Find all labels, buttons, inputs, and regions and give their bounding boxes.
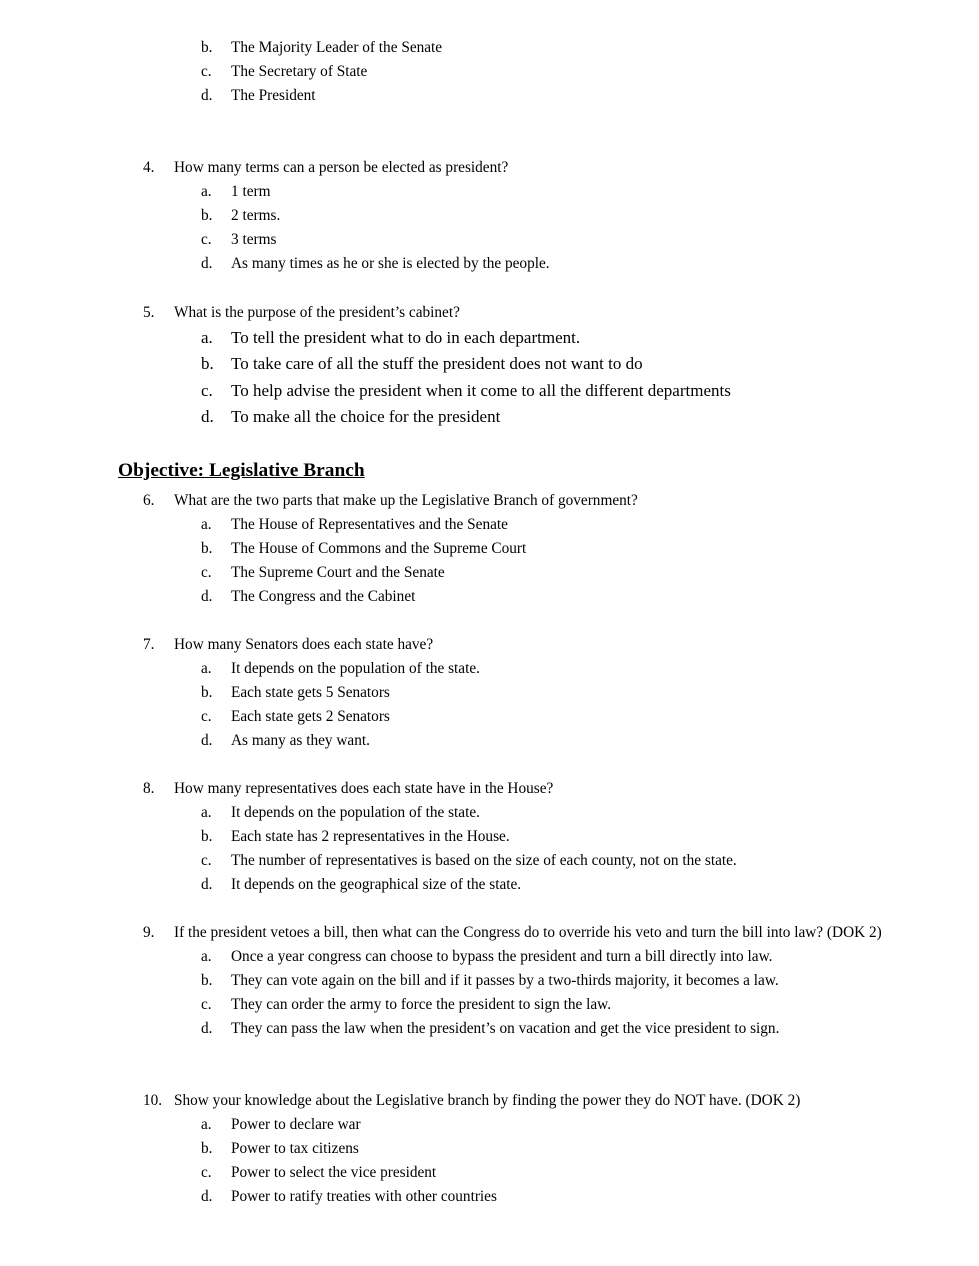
option-item — [143, 729, 480, 753]
option-label: c. — [201, 63, 212, 80]
option-item — [143, 681, 480, 705]
question-stem — [143, 156, 550, 180]
option-label: a. — [201, 1116, 212, 1133]
option-item — [143, 513, 638, 537]
option-item — [143, 204, 550, 228]
option-item — [143, 537, 638, 561]
option-label: d. — [201, 87, 213, 104]
option-text: To help advise the president when it come to all the different departments — [231, 380, 731, 400]
option-label: a. — [201, 660, 212, 677]
question-number: 10. — [143, 1092, 163, 1109]
option-label: d. — [201, 732, 213, 749]
question-text: How many terms can a person be elected as president? — [174, 159, 509, 176]
option-text: The number of representatives is based on the size of each county, not on the state. — [231, 852, 737, 869]
option-label: d. — [201, 406, 214, 426]
option-label: d. — [201, 1188, 213, 1205]
option-text: The Congress and the Cabinet — [231, 588, 416, 605]
option-text: The Secretary of State — [231, 63, 368, 80]
option-text: As many times as he or she is elected by the people. — [231, 255, 550, 272]
option-item — [143, 969, 892, 993]
question-number: 5. — [143, 304, 155, 321]
option-label: d. — [201, 588, 213, 605]
option-text: It depends on the population of the state. — [231, 804, 480, 821]
option-item — [143, 1017, 892, 1041]
question-text: How many representatives does each state have in the House? — [174, 780, 554, 797]
options-list — [143, 801, 737, 897]
question-stem — [143, 921, 892, 945]
question-number: 7. — [143, 636, 155, 653]
option-label: a. — [201, 948, 212, 965]
option-label: a. — [201, 328, 213, 347]
option-label: b. — [201, 39, 213, 56]
options-list — [143, 945, 892, 1041]
option-text: 1 term — [231, 183, 271, 200]
option-label: b. — [201, 207, 213, 224]
question-number: 8. — [143, 780, 155, 797]
question-number: 4. — [143, 159, 155, 176]
options-list — [143, 325, 731, 430]
option-label: c. — [201, 996, 212, 1013]
option-item — [143, 60, 442, 84]
option-text: To tell the president what to do in each department. — [231, 328, 581, 347]
options-list — [143, 657, 480, 753]
question-text: What is the purpose of the president’s cabinet? — [174, 304, 460, 321]
option-label: d. — [201, 1020, 213, 1037]
question-text: How many Senators does each state have? — [174, 636, 434, 653]
option-label: c. — [201, 1164, 212, 1181]
option-label: d. — [201, 255, 213, 272]
option-text: Power to tax citizens — [231, 1140, 359, 1157]
option-text: The House of Representatives and the Senate — [231, 516, 508, 533]
option-label: b. — [201, 540, 213, 557]
question-text: Show your knowledge about the Legislative branch by finding the power they do NOT have. (DOK 2) — [174, 1092, 801, 1109]
option-text: The Majority Leader of the Senate — [231, 39, 443, 56]
option-item — [143, 180, 550, 204]
question-block-6 — [143, 489, 638, 609]
option-text: Power to declare war — [231, 1116, 361, 1133]
option-text: 2 terms. — [231, 207, 281, 224]
question-block-4 — [143, 156, 550, 276]
option-label: c. — [201, 231, 212, 248]
question-text: What are the two parts that make up the Legislative Branch of government? — [174, 492, 638, 509]
option-text: To take care of all the stuff the president does not want to do — [231, 354, 643, 374]
option-item — [143, 873, 737, 897]
option-item — [143, 825, 737, 849]
option-text: Each state gets 2 Senators — [231, 708, 390, 725]
question-block-9 — [143, 921, 892, 1041]
option-item — [143, 351, 731, 377]
question-number: 6. — [143, 492, 155, 509]
option-item — [143, 705, 480, 729]
options-list — [143, 513, 638, 609]
option-text: Power to select the vice president — [231, 1164, 437, 1181]
option-label: b. — [201, 354, 214, 374]
option-item — [143, 801, 737, 825]
option-text: The House of Commons and the Supreme Court — [231, 540, 527, 557]
option-label: b. — [201, 1140, 213, 1157]
option-item — [143, 1113, 892, 1137]
question-stem — [143, 489, 638, 513]
option-item — [143, 561, 638, 585]
option-text: They can pass the law when the president’s on vacation and get the vice president to sign. — [231, 1020, 780, 1037]
question-stem — [143, 301, 731, 325]
option-item — [143, 945, 892, 969]
option-item — [143, 1161, 892, 1185]
question-block-10 — [143, 1089, 892, 1209]
option-text: As many as they want. — [231, 732, 370, 749]
question-stem — [143, 1089, 892, 1113]
option-item — [143, 252, 550, 276]
option-label: a. — [201, 804, 212, 821]
question-block-5 — [143, 301, 731, 430]
option-label: a. — [201, 183, 212, 200]
option-label: b. — [201, 972, 213, 989]
option-label: c. — [201, 564, 212, 581]
option-item — [143, 84, 442, 108]
option-text: It depends on the geographical size of the state. — [231, 876, 522, 893]
question-block-8 — [143, 777, 737, 897]
option-text: It depends on the population of the state. — [231, 660, 480, 677]
option-text: They can vote again on the bill and if it passes by a two-thirds majority, it becomes a law. — [231, 972, 779, 989]
options-list — [143, 180, 550, 276]
option-text: The President — [231, 87, 316, 104]
option-label: c. — [201, 852, 212, 869]
option-item — [143, 1137, 892, 1161]
option-item — [143, 36, 442, 60]
option-label: a. — [201, 516, 212, 533]
option-item — [143, 404, 731, 430]
option-item — [143, 228, 550, 252]
option-label: c. — [201, 708, 212, 725]
option-item — [143, 378, 731, 404]
section-heading: Objective: Legislative Branch — [118, 460, 365, 481]
question-stem — [143, 633, 480, 657]
option-item — [143, 657, 480, 681]
continued-options-list — [143, 36, 442, 108]
question-number: 9. — [143, 924, 155, 941]
question-block-7 — [143, 633, 480, 753]
option-text: Each state has 2 representatives in the House. — [231, 828, 510, 845]
option-label: c. — [201, 380, 213, 400]
option-text: Each state gets 5 Senators — [231, 684, 390, 701]
option-text: Once a year congress can choose to bypass the president and turn a bill directly into law. — [231, 948, 773, 965]
option-text: Power to ratify treaties with other countries — [231, 1188, 497, 1205]
option-item — [143, 585, 638, 609]
option-text: 3 terms — [231, 231, 277, 248]
option-text: They can order the army to force the president to sign the law. — [231, 996, 612, 1013]
option-label: d. — [201, 876, 213, 893]
option-text: The Supreme Court and the Senate — [231, 564, 445, 581]
option-text: To make all the choice for the president — [231, 406, 501, 426]
question-stem — [143, 777, 737, 801]
option-item — [143, 325, 731, 351]
option-label: b. — [201, 828, 213, 845]
options-list — [143, 1113, 892, 1209]
option-item — [143, 1185, 892, 1209]
option-label: b. — [201, 684, 213, 701]
option-item — [143, 849, 737, 873]
option-item — [143, 993, 892, 1017]
question-text: If the president vetoes a bill, then what can the Congress do to override his veto and turn the bill into law? (DOK 2) — [174, 924, 882, 941]
